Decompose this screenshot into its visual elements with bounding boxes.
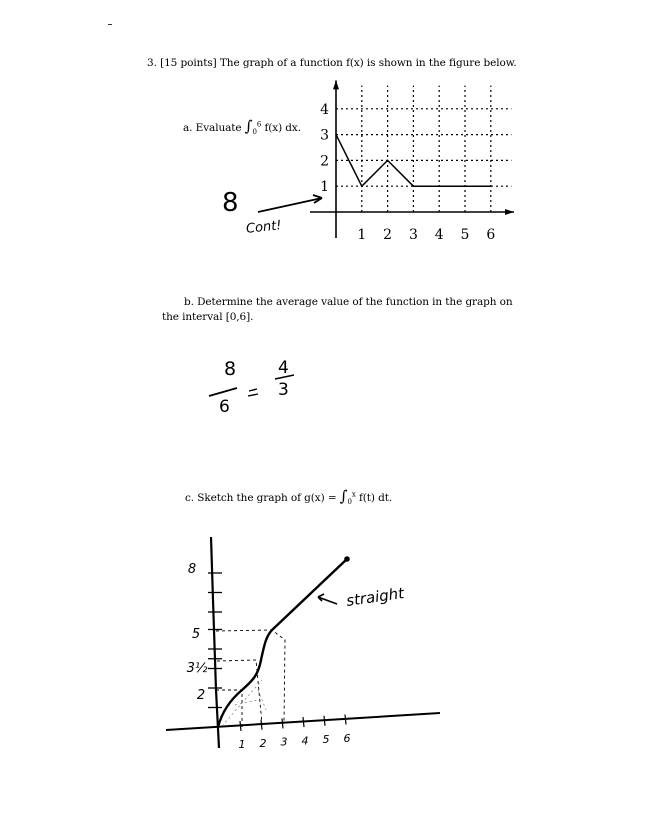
x-tick-label: 1 [357,227,367,243]
part-b-label: b. [184,296,194,308]
part-c-label: c. [185,492,195,504]
integrand: f(t) dt. [358,492,393,504]
g-x-tick-label: 4 [301,734,309,748]
g-x-tick [240,721,241,731]
x-tick-label: 2 [383,227,393,243]
integrand: f(x) dx. [264,122,301,134]
handwritten-annotation-straight: straight [345,584,406,610]
g-curve [218,559,347,727]
g-x-tick [345,715,346,725]
handwritten-result-denominator: 3 [278,380,289,400]
y-tick-label: 2 [320,153,329,170]
part-b-prompt-line2: the interval [0,6]. [162,311,254,323]
g-annotation-arrow [318,594,337,604]
x-tick-label: 4 [434,227,444,243]
g-x-tick-label: 6 [343,732,351,745]
handwritten-note-a: Cont! [245,218,283,237]
part-b-text: Determine the average value of the function in the graph on [197,296,513,308]
problem-points: [15 points] [160,57,217,69]
g-x-tick-label: 2 [259,736,267,750]
problem-number: 3. [147,57,157,69]
integral-lower: 0 [347,498,352,507]
g-x-tick-label: 3 [280,735,288,749]
x-tick-label: 5 [460,227,470,243]
g-x-tick [282,718,283,728]
g-y-axis [211,537,219,748]
g-x-tick-label: 1 [238,738,246,751]
g-x-tick-label: 5 [322,733,330,747]
y-tick-label: 1 [320,179,329,196]
y-tick-label: 3 [320,127,329,144]
x-tick-label: 6 [486,227,496,243]
integral-lower: 0 [252,128,257,137]
part-a-label: a. [183,122,193,134]
part-a-text: Evaluate [195,122,242,134]
part-c-text: Sketch the graph of g(x) = [197,492,337,504]
problem-text: The graph of a function f(x) is shown in the figure below. [219,57,517,69]
handwritten-denominator: 6 [219,397,230,417]
g-y-tick-label: 8 [187,562,197,577]
handwritten-result-numerator: 4 [278,358,289,378]
g-x-tick [261,720,262,730]
integral-upper: x [351,490,356,499]
g-y-tick-label: 5 [191,627,201,642]
integral-sign: ∫ [339,487,348,505]
g-x-tick [324,716,325,726]
integral-upper: 6 [256,120,262,129]
integral-sign: ∫ [244,117,253,135]
y-tick-label: 4 [320,101,329,118]
g-endpoint [344,556,350,562]
g-x-tick [303,717,304,727]
handwritten-numerator: 8 [224,358,237,380]
x-tick-label: 3 [408,227,418,243]
g-y-tick-label: 3½ [186,661,208,676]
handwritten-answer-a: 8 [222,188,239,218]
g-y-tick-label: 2 [196,688,206,703]
